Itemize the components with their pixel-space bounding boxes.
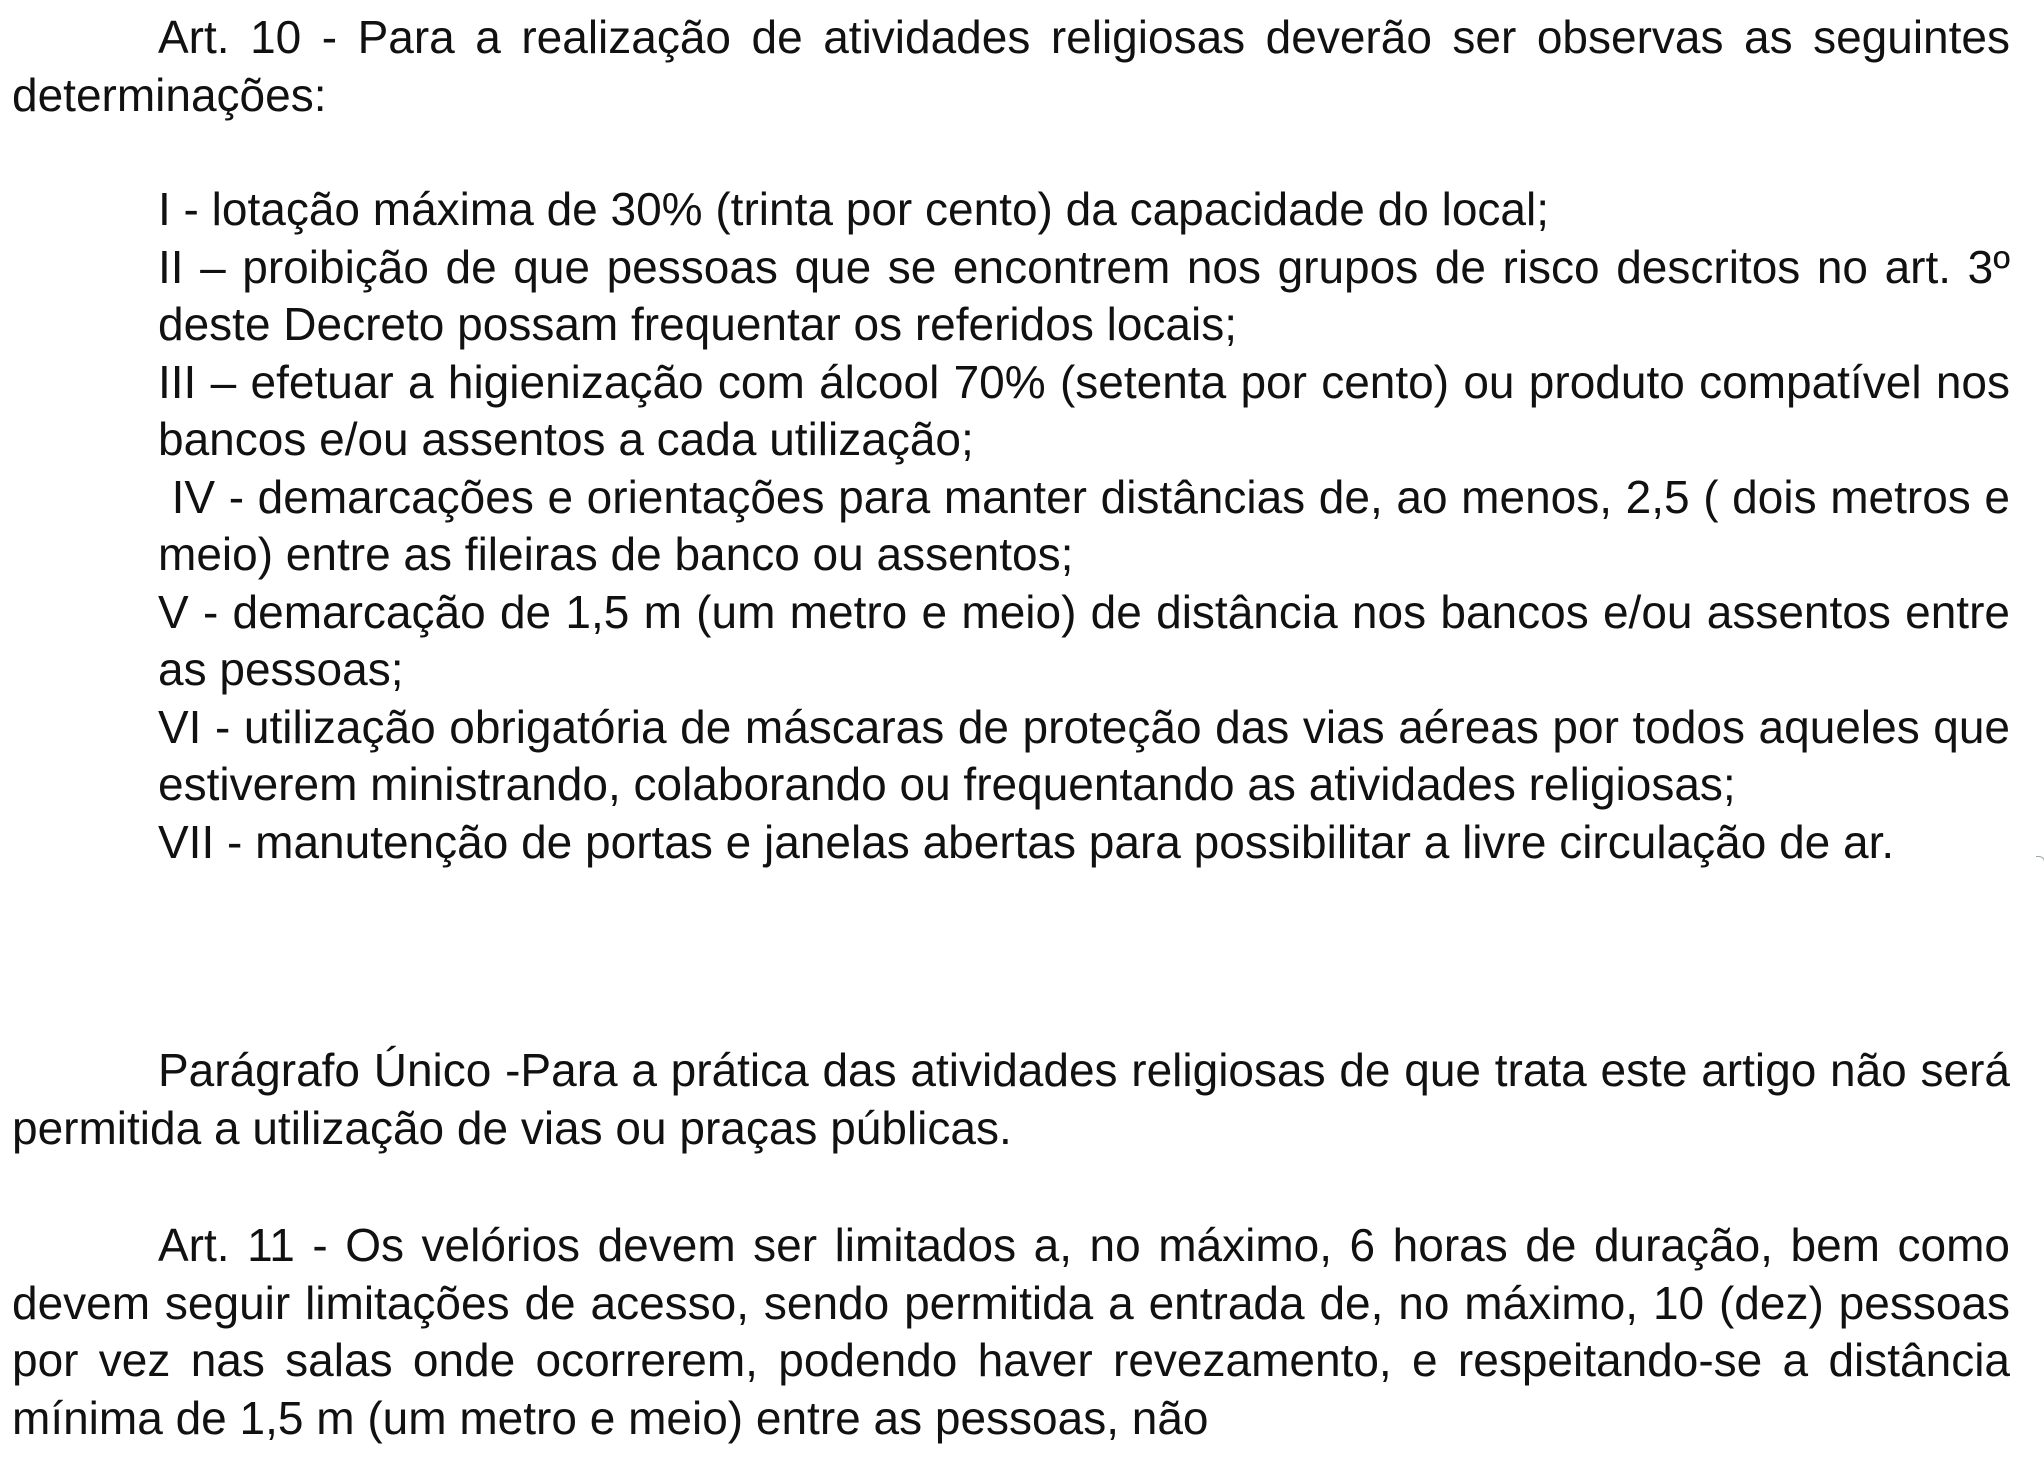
article-11 (12, 1217, 2010, 1447)
scan-artifact (2036, 856, 2044, 865)
item-v: V - demarcação de 1,5 m (um metro e meio) de distância nos bancos e/ou assentos entre as pessoas; (158, 585, 2010, 695)
item-vi: VI - utilização obrigatória de máscaras de proteção das vias aéreas por todos aqueles que estiverem ministrando, colaborando ou frequentando as atividades religiosas; (158, 700, 2010, 810)
item-vii: VII - manutenção de portas e janelas abertas para possibilitar a livre circulação de ar. (158, 815, 1895, 868)
paragrafo-unico (12, 1042, 2010, 1157)
article-11-text: Art. 11 - Os velórios devem ser limitados a, no máximo, 6 horas de duração, bem como devem seguir limitações de acesso, sendo permitida a entrada de, no máximo, 10 (dez) pessoas por vez nas salas onde ocorrerem, podendo haver revezamento, e respeitando-se a distância mínima de 1,5 m (um metro e meio) entre as pessoas, não (12, 1219, 2010, 1444)
article-10 (12, 9, 2010, 124)
article-10-text: Art. 10 - Para a realização de atividades religiosas deverão ser observas as seguintes determinações: (12, 11, 2010, 121)
item-ii: II – proibição de que pessoas que se encontrem nos grupos de risco descritos no art. 3º deste Decreto possam frequentar os referidos locais; (158, 240, 2010, 350)
item-iii: III – efetuar a higienização com álcool 70% (setenta por cento) ou produto compatível nos bancos e/ou assentos a cada utilização; (158, 355, 2010, 465)
paragrafo-unico-text: Parágrafo Único -Para a prática das atividades religiosas de que trata este artigo não será permitida a utilização de vias ou praças públicas. (12, 1044, 2010, 1154)
item-i: I - lotação máxima de 30% (trinta por cento) da capacidade do local; (158, 183, 1549, 235)
article-10-items (158, 181, 2023, 871)
item-iv: IV - demarcações e orientações para manter distâncias de, ao menos, 2,5 ( dois metros e meio) entre as fileiras de banco ou assentos; (158, 470, 2023, 580)
